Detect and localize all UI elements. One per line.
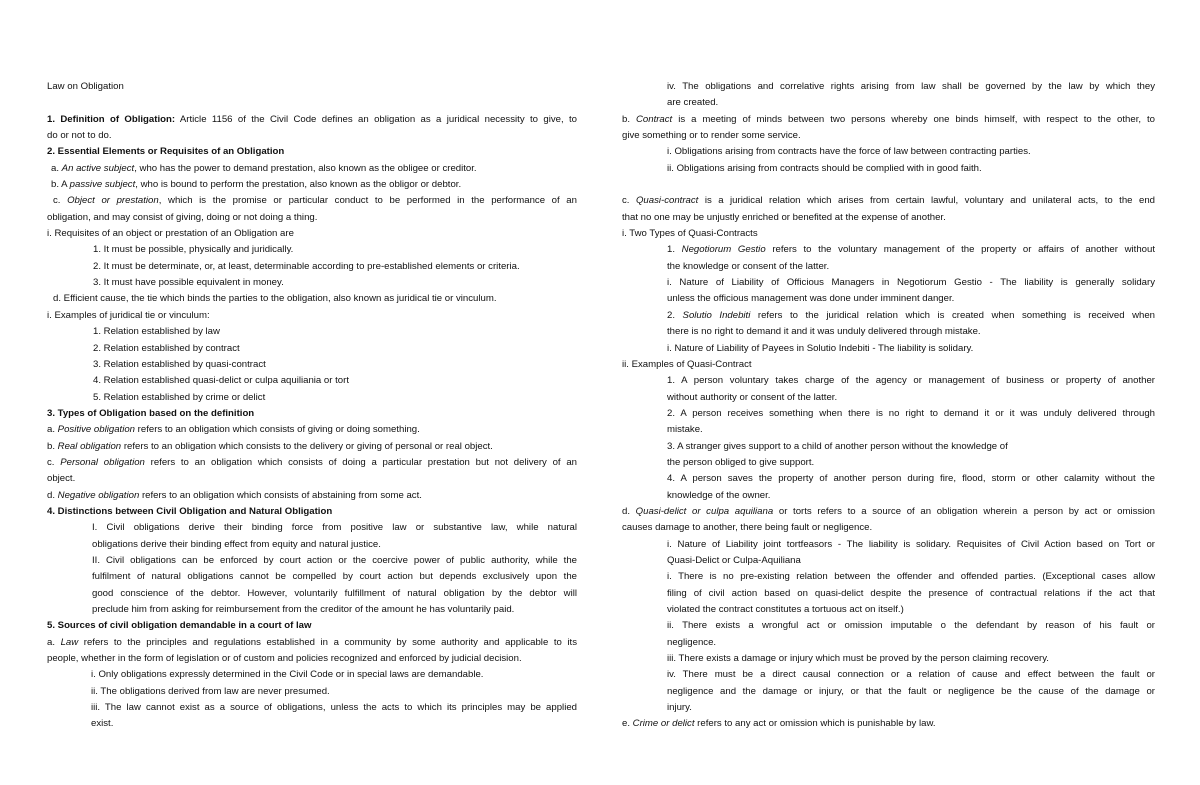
item-text: , who has the power to demand prestation, also known as the obligee or creditor.: [134, 162, 477, 174]
list-item: [622, 504, 1155, 520]
section-1-line: [47, 112, 577, 128]
list-item: [622, 112, 1155, 128]
item-text: is a juridical relation which arises from certain lawful, voluntary and unilateral acts, to the end: [698, 195, 1155, 207]
item-marker: c.: [622, 195, 636, 207]
list-item: d. Efficient cause, the tie which binds the parties to the obligation, also known as juridical tie or vinculum.: [53, 293, 497, 305]
subheading: ii. Examples of Quasi-Contract: [622, 358, 752, 370]
list-item: [47, 193, 577, 209]
subheading: i. Examples of juridical tie or vinculum:: [47, 309, 210, 321]
list-item: [622, 242, 1155, 258]
list-item: iv. There must be a direct causal connection or a relation of cause and effect between the fault or: [667, 669, 1155, 681]
list-item: [47, 455, 577, 471]
paragraph-line: object.: [47, 473, 76, 485]
term: Quasi-delict or culpa aquiliana: [635, 505, 774, 517]
list-item: [47, 439, 577, 455]
term: Positive obligation: [57, 424, 136, 436]
item-text: refers to the principles and regulations established in a community by some authority and applicable to its: [78, 636, 577, 648]
item-marker: d.: [47, 489, 58, 501]
list-item: [47, 488, 577, 504]
term: Real obligation: [57, 440, 122, 452]
list-item: iv. The obligations and correlative rights arising from law shall be governed by the law by which they: [667, 81, 1155, 92]
section-number: 1.: [47, 113, 61, 125]
item-text: refers to an obligation which consists to the delivery or giving of personal or real object.: [121, 440, 493, 452]
subheading: i. Two Types of Quasi-Contracts: [622, 228, 758, 240]
term: Crime or delict: [632, 718, 695, 730]
list-item: 2. Relation established by contract: [93, 342, 240, 354]
list-item: ii. The obligations derived from law are never presumed.: [91, 685, 330, 697]
paragraph-line: there is no right to demand it and it was unduly delivered through mistake.: [667, 326, 981, 338]
list-item: 4. Relation established quasi-delict or culpa aquiliania or tort: [93, 375, 349, 387]
list-item: [622, 308, 1155, 324]
item-marker: d.: [622, 505, 636, 517]
item-marker: e.: [622, 718, 633, 730]
item-marker: b.: [47, 440, 58, 452]
term: Solutio Indebiti: [682, 309, 751, 321]
item-marker: a.: [51, 162, 62, 174]
list-item: 5. Relation established by crime or delict: [93, 391, 266, 403]
paragraph-line: give something or to render some service.: [622, 130, 801, 142]
item-text: is a meeting of minds between two persons whereby one binds himself, with respect to the other, to: [672, 113, 1155, 125]
term: An active subject: [61, 162, 135, 174]
paragraph-line: Quasi-Delict or Culpa-Aquiliana: [667, 554, 801, 566]
item-marker: a.: [47, 636, 61, 648]
paragraph-line: obligations derive their binding effect from equity and natural justice.: [92, 538, 381, 550]
item-text: refers to an obligation which consists of doing a particular prestation but not delivery of an: [144, 456, 577, 468]
list-item: iii. There exists a damage or injury which must be proved by the person claiming recovery.: [667, 653, 1049, 665]
document-title: Law on Obligation: [47, 81, 124, 92]
section-heading: 4. Distinctions between Civil Obligation and Natural Obligation: [47, 505, 333, 517]
term: Personal obligation: [60, 456, 145, 468]
list-item: [47, 177, 577, 193]
list-item: [47, 422, 577, 438]
item-text: refers to the voluntary management of the property or affairs of another without: [765, 244, 1155, 256]
paragraph-line: preclude him from asking for reimbursement from the creditor of the amount he has voluntarily paid.: [92, 604, 515, 615]
list-item: 3. Relation established by quasi-contract: [93, 358, 266, 370]
item-text: or torts refers to a source of an obligation wherein a person by act or omission: [773, 505, 1155, 517]
list-item: 4. A person saves the property of another person during fire, flood, storm or other calamity without the: [667, 473, 1155, 485]
list-item: [47, 161, 577, 177]
section-heading: 2. Essential Elements or Requisites of an Obligation: [47, 146, 285, 158]
item-text: , which is the promise or particular conduct to be performed in the performance of an: [158, 195, 577, 207]
list-item: ii. Obligations arising from contracts should be complied with in good faith.: [667, 162, 982, 174]
paragraph-line: that no one may be unjustly enriched or benefited at the expense of another.: [622, 211, 946, 223]
spacer: [622, 177, 1155, 193]
list-item: I. Civil obligations derive their binding force from positive law or substantive law, while natural: [92, 522, 577, 534]
paragraph-line: good conscience of the debtor. However, voluntarily fulfillment of natural obligation by the debtor will: [92, 587, 577, 599]
paragraph-line: the knowledge or consent of the latter.: [667, 260, 830, 272]
list-item: [622, 716, 1155, 732]
paragraph-line: negligence and the damage or injury, or that the fault or negligence be the cause of the damage or: [667, 685, 1155, 697]
paragraph-line: the person obliged to give support.: [667, 456, 815, 468]
list-item: i. Obligations arising from contracts have the force of law between contracting parties.: [667, 146, 1031, 158]
list-item: i. Only obligations expressly determined in the Civil Code or in special laws are demandable.: [91, 669, 484, 681]
paragraph-line: are created.: [667, 97, 719, 109]
item-marker: 2.: [667, 309, 683, 321]
right-column: [622, 79, 1155, 733]
section-heading: 5. Sources of civil obligation demandable in a court of law: [47, 620, 312, 632]
term: Negative obligation: [57, 489, 140, 501]
list-item: i. Nature of Liability joint tortfeasors - The liability is solidary. Requisites of Civil Action based on Tort or: [667, 538, 1155, 550]
paragraph-line: filing of civil action based on quasi-delict despite the presence of contractual relations if the act that: [667, 587, 1155, 599]
list-item: i. Nature of Liability of Payees in Solutio Indebiti - The liability is solidary.: [667, 342, 974, 354]
paragraph-line: fulfilment of natural obligations cannot be compelled by court action but depends exclusively upon the: [92, 571, 577, 583]
item-marker: 1.: [667, 244, 682, 256]
section-heading: 3. Types of Obligation based on the definition: [47, 407, 255, 419]
list-item: iii. The law cannot exist as a source of obligations, unless the acts to which its principles may be applied: [91, 702, 577, 714]
item-marker: c.: [53, 195, 68, 207]
list-item: II. Civil obligations can be enforced by court action or the coercive power of public authority, while the: [92, 554, 577, 566]
list-item: 2. It must be determinate, or, at least, determinable according to pre-established elements or criteria.: [93, 260, 520, 272]
paragraph-line: exist.: [91, 718, 114, 730]
term: passive subject: [69, 179, 136, 191]
item-text: , who is bound to perform the prestation, also known as the obligor or debtor.: [135, 179, 462, 191]
paragraph-line: violated the contract constitutes a tortuous act on itself.): [667, 604, 904, 615]
term: Object or prestation: [67, 195, 159, 207]
paragraph-line: injury.: [667, 702, 692, 714]
item-text: refers to an obligation which consists of giving or doing something.: [135, 424, 420, 436]
term: Quasi-contract: [635, 195, 699, 207]
list-item: [622, 193, 1155, 209]
item-marker: b.: [622, 113, 636, 125]
paragraph-line: knowledge of the owner.: [667, 489, 771, 501]
item-text: refers to any act or omission which is punishable by law.: [694, 718, 936, 730]
item-marker: c.: [47, 456, 61, 468]
list-item: ii. There exists a wrongful act or omission imputable o the defendant by reason of his fault or: [667, 620, 1155, 632]
list-item: 1. It must be possible, physically and juridically.: [93, 244, 294, 256]
list-item: i. Nature of Liability of Officious Managers in Negotiorum Gestio - The liability is generally solidary: [667, 277, 1155, 289]
list-item: 2. A person receives something when there is no right to demand it or it was unduly delivered through: [667, 407, 1155, 419]
item-marker: b. A: [51, 179, 70, 191]
paragraph-line: causes damage to another, there being fault or negligence.: [622, 522, 873, 534]
term: Law: [60, 636, 79, 648]
paragraph-line: unless the officious management was done under imminent danger.: [667, 293, 955, 305]
list-item: 1. Relation established by law: [93, 326, 220, 338]
section-heading: Definition of Obligation:: [60, 113, 176, 125]
list-item: 3. A stranger gives support to a child of another person without the knowledge of: [667, 440, 1008, 452]
paragraph-line: mistake.: [667, 424, 703, 436]
subheading: i. Requisites of an object or prestation of an Obligation are: [47, 228, 294, 240]
list-item: [47, 635, 577, 651]
paragraph-line: negligence.: [667, 636, 717, 648]
list-item: 3. It must have possible equivalent in money.: [93, 277, 284, 289]
term: Contract: [635, 113, 673, 125]
list-item: 1. A person voluntary takes charge of the agency or management of business or property of another: [667, 375, 1155, 387]
item-marker: a.: [47, 424, 58, 436]
item-text: refers to the juridical relation which is created when something is received when: [750, 309, 1155, 321]
paragraph-line: people, whether in the form of legislation or of custom and policies recognized and enforced by judicial decision.: [47, 653, 522, 665]
paragraph-line: obligation, and may consist of giving, doing or not doing a thing.: [47, 211, 318, 223]
paragraph-line: without authority or consent of the latter.: [667, 391, 838, 403]
list-item: i. There is no pre-existing relation between the offender and offended parties. (Exceptional cases allow: [667, 571, 1155, 583]
paragraph-line: do or not to do.: [47, 130, 112, 142]
left-column: [47, 79, 577, 733]
item-text: refers to an obligation which consists of abstaining from some act.: [139, 489, 422, 501]
term: Negotiorum Gestio: [681, 244, 766, 256]
paragraph-text: Article 1156 of the Civil Code defines an obligation as a juridical necessity to give, to: [175, 113, 577, 125]
spacer: [47, 95, 577, 111]
